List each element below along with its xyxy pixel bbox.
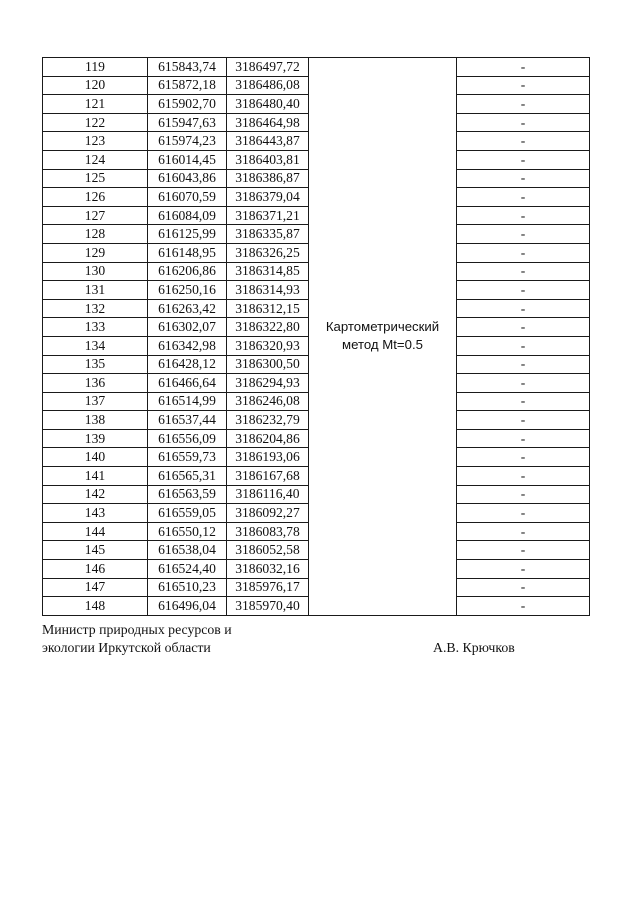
point-number-cell: 121 xyxy=(43,95,148,114)
accuracy-value-cell: - xyxy=(457,448,590,467)
y-coordinate-cell: 3185976,17 xyxy=(227,578,309,597)
point-number-cell: 135 xyxy=(43,355,148,374)
x-coordinate-cell: 616302,07 xyxy=(148,318,227,337)
x-coordinate-cell: 615872,18 xyxy=(148,76,227,95)
point-number-cell: 146 xyxy=(43,560,148,579)
x-coordinate-cell: 616148,95 xyxy=(148,243,227,262)
accuracy-value-cell: - xyxy=(457,150,590,169)
coordinates-table-body xyxy=(43,58,590,616)
x-coordinate-cell: 615843,74 xyxy=(148,58,227,77)
x-coordinate-cell: 616559,73 xyxy=(148,448,227,467)
y-coordinate-cell: 3186314,85 xyxy=(227,262,309,281)
y-coordinate-cell: 3186083,78 xyxy=(227,522,309,541)
x-coordinate-cell: 616559,05 xyxy=(148,504,227,523)
y-coordinate-cell: 3186326,25 xyxy=(227,243,309,262)
method-cell xyxy=(309,58,457,616)
x-coordinate-cell: 616084,09 xyxy=(148,206,227,225)
accuracy-value-cell: - xyxy=(457,560,590,579)
accuracy-value-cell: - xyxy=(457,578,590,597)
accuracy-value-cell: - xyxy=(457,541,590,560)
point-number-cell: 120 xyxy=(43,76,148,95)
x-coordinate-cell: 616263,42 xyxy=(148,299,227,318)
accuracy-value-cell: - xyxy=(457,336,590,355)
y-coordinate-cell: 3186371,21 xyxy=(227,206,309,225)
x-coordinate-cell: 616070,59 xyxy=(148,188,227,207)
point-number-cell: 147 xyxy=(43,578,148,597)
accuracy-value-cell: - xyxy=(457,281,590,300)
x-coordinate-cell: 615902,70 xyxy=(148,95,227,114)
y-coordinate-cell: 3186116,40 xyxy=(227,485,309,504)
x-coordinate-cell: 616565,31 xyxy=(148,467,227,486)
accuracy-value-cell: - xyxy=(457,225,590,244)
point-number-cell: 125 xyxy=(43,169,148,188)
x-coordinate-cell: 616043,86 xyxy=(148,169,227,188)
x-coordinate-cell: 616538,04 xyxy=(148,541,227,560)
method-text-line: метод Mt=0.5 xyxy=(342,337,423,353)
point-number-cell: 132 xyxy=(43,299,148,318)
point-number-cell: 129 xyxy=(43,243,148,262)
accuracy-value-cell: - xyxy=(457,206,590,225)
y-coordinate-cell: 3186052,58 xyxy=(227,541,309,560)
signatory-position xyxy=(42,621,342,657)
point-number-cell: 122 xyxy=(43,113,148,132)
signatory-position-line-1: Министр природных ресурсов и xyxy=(42,622,232,637)
point-number-cell: 127 xyxy=(43,206,148,225)
y-coordinate-cell: 3186314,93 xyxy=(227,281,309,300)
point-number-cell: 128 xyxy=(43,225,148,244)
accuracy-value-cell: - xyxy=(457,113,590,132)
x-coordinate-cell: 616537,44 xyxy=(148,411,227,430)
point-number-cell: 126 xyxy=(43,188,148,207)
accuracy-value-cell: - xyxy=(457,355,590,374)
accuracy-value-cell: - xyxy=(457,95,590,114)
y-coordinate-cell: 3186092,27 xyxy=(227,504,309,523)
y-coordinate-cell: 3186300,50 xyxy=(227,355,309,374)
x-coordinate-cell: 616250,16 xyxy=(148,281,227,300)
accuracy-value-cell: - xyxy=(457,485,590,504)
point-number-cell: 124 xyxy=(43,150,148,169)
x-coordinate-cell: 616496,04 xyxy=(148,597,227,616)
x-coordinate-cell: 616524,40 xyxy=(148,560,227,579)
accuracy-value-cell: - xyxy=(457,597,590,616)
x-coordinate-cell: 616550,12 xyxy=(148,522,227,541)
x-coordinate-cell: 616466,64 xyxy=(148,374,227,393)
accuracy-value-cell: - xyxy=(457,188,590,207)
x-coordinate-cell: 616514,99 xyxy=(148,392,227,411)
table-row xyxy=(43,58,590,77)
point-number-cell: 142 xyxy=(43,485,148,504)
x-coordinate-cell: 616342,98 xyxy=(148,336,227,355)
point-number-cell: 134 xyxy=(43,336,148,355)
x-coordinate-cell: 616510,23 xyxy=(148,578,227,597)
y-coordinate-cell: 3186379,04 xyxy=(227,188,309,207)
y-coordinate-cell: 3186320,93 xyxy=(227,336,309,355)
point-number-cell: 137 xyxy=(43,392,148,411)
x-coordinate-cell: 615947,63 xyxy=(148,113,227,132)
accuracy-value-cell: - xyxy=(457,467,590,486)
y-coordinate-cell: 3186386,87 xyxy=(227,169,309,188)
point-number-cell: 140 xyxy=(43,448,148,467)
x-coordinate-cell: 616206,86 xyxy=(148,262,227,281)
y-coordinate-cell: 3186193,06 xyxy=(227,448,309,467)
y-coordinate-cell: 3186480,40 xyxy=(227,95,309,114)
accuracy-value-cell: - xyxy=(457,169,590,188)
point-number-cell: 148 xyxy=(43,597,148,616)
accuracy-value-cell: - xyxy=(457,522,590,541)
y-coordinate-cell: 3186232,79 xyxy=(227,411,309,430)
point-number-cell: 143 xyxy=(43,504,148,523)
accuracy-value-cell: - xyxy=(457,262,590,281)
y-coordinate-cell: 3186167,68 xyxy=(227,467,309,486)
y-coordinate-cell: 3186464,98 xyxy=(227,113,309,132)
method-text-line: Картометрический xyxy=(325,319,440,335)
x-coordinate-cell: 616563,59 xyxy=(148,485,227,504)
point-number-cell: 138 xyxy=(43,411,148,430)
x-coordinate-cell: 615974,23 xyxy=(148,132,227,151)
point-number-cell: 141 xyxy=(43,467,148,486)
point-number-cell: 145 xyxy=(43,541,148,560)
accuracy-value-cell: - xyxy=(457,132,590,151)
accuracy-value-cell: - xyxy=(457,76,590,95)
accuracy-value-cell: - xyxy=(457,318,590,337)
x-coordinate-cell: 616125,99 xyxy=(148,225,227,244)
signatory-name: А.В. Крючков xyxy=(433,640,515,655)
y-coordinate-cell: 3186312,15 xyxy=(227,299,309,318)
point-number-cell: 133 xyxy=(43,318,148,337)
accuracy-value-cell: - xyxy=(457,299,590,318)
accuracy-value-cell: - xyxy=(457,392,590,411)
y-coordinate-cell: 3186497,72 xyxy=(227,58,309,77)
accuracy-value-cell: - xyxy=(457,58,590,77)
x-coordinate-cell: 616428,12 xyxy=(148,355,227,374)
y-coordinate-cell: 3186204,86 xyxy=(227,429,309,448)
point-number-cell: 131 xyxy=(43,281,148,300)
y-coordinate-cell: 3186246,08 xyxy=(227,392,309,411)
point-number-cell: 144 xyxy=(43,522,148,541)
point-number-cell: 136 xyxy=(43,374,148,393)
accuracy-value-cell: - xyxy=(457,504,590,523)
y-coordinate-cell: 3186443,87 xyxy=(227,132,309,151)
accuracy-value-cell: - xyxy=(457,374,590,393)
y-coordinate-cell: 3186032,16 xyxy=(227,560,309,579)
y-coordinate-cell: 3186294,93 xyxy=(227,374,309,393)
accuracy-value-cell: - xyxy=(457,429,590,448)
accuracy-value-cell: - xyxy=(457,411,590,430)
x-coordinate-cell: 616014,45 xyxy=(148,150,227,169)
coordinates-table xyxy=(42,57,590,616)
y-coordinate-cell: 3186486,08 xyxy=(227,76,309,95)
point-number-cell: 123 xyxy=(43,132,148,151)
point-number-cell: 119 xyxy=(43,58,148,77)
point-number-cell: 130 xyxy=(43,262,148,281)
y-coordinate-cell: 3185970,40 xyxy=(227,597,309,616)
signatory-position-line-2: экологии Иркутской области xyxy=(42,640,211,655)
y-coordinate-cell: 3186322,80 xyxy=(227,318,309,337)
point-number-cell: 139 xyxy=(43,429,148,448)
accuracy-value-cell: - xyxy=(457,243,590,262)
y-coordinate-cell: 3186335,87 xyxy=(227,225,309,244)
x-coordinate-cell: 616556,09 xyxy=(148,429,227,448)
y-coordinate-cell: 3186403,81 xyxy=(227,150,309,169)
